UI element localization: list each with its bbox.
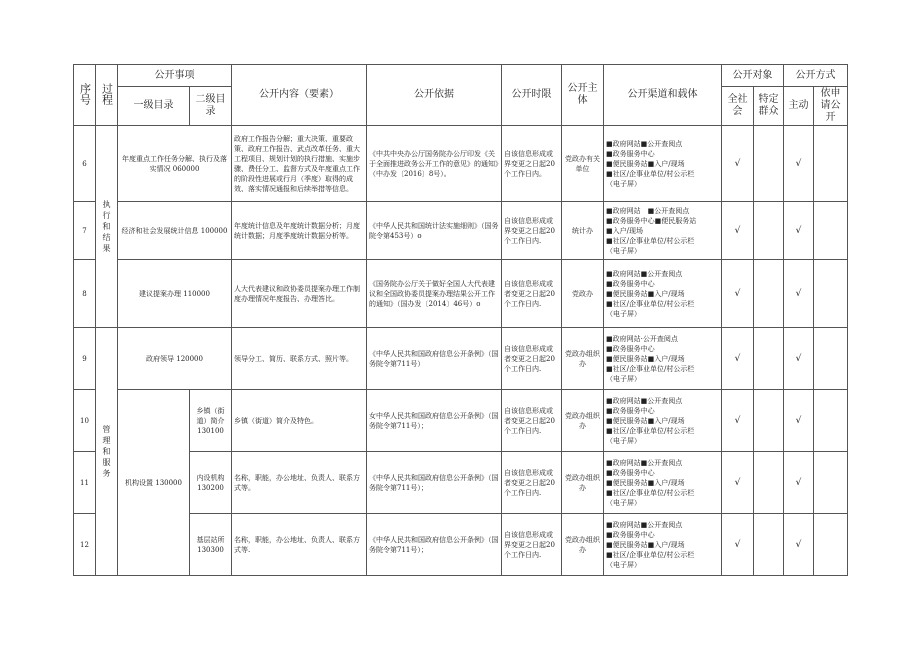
check-method-apply bbox=[814, 452, 848, 514]
check-method-active: √ bbox=[784, 260, 814, 328]
row-seq: 10 bbox=[74, 390, 96, 452]
check-target-specific bbox=[754, 260, 784, 328]
channel-cell: ■政府网站■公开查阅点 ■政务服务中心 ■便民服务站■入户/现场 ■社区/企事业单位/村公示栏 （电子屏） bbox=[604, 390, 722, 452]
row-seq: 6 bbox=[74, 126, 96, 202]
row-seq: 9 bbox=[74, 328, 96, 390]
header-level1: 一级目录 bbox=[118, 87, 190, 126]
basis-cell: 女中华人民共和国政府信息公开条例》（国务院令第711号）； bbox=[367, 390, 502, 452]
time-cell: 自该信息形成或界变更之日起20个工作日内. bbox=[502, 514, 562, 576]
check-target-specific bbox=[754, 126, 784, 202]
channel-cell: ■政府网站·公开查阅点 ■政务服务中心 ■便民服务站■入户/现场 ■社区/企事业单位/村公示栏 （电子屏） bbox=[604, 328, 722, 390]
check-method-active: √ bbox=[784, 126, 814, 202]
check-method-apply bbox=[814, 202, 848, 260]
check-target-specific bbox=[754, 390, 784, 452]
row-seq: 7 bbox=[74, 202, 96, 260]
content-cell: 名称，职能，办公地址、负责人、联系方式等。 bbox=[232, 452, 367, 514]
check-target-specific bbox=[754, 514, 784, 576]
channel-cell: ■政府网站■公开查阅点 ■政务服务中心 ■便民服务站■入户/现场 ■社区/企事业单位/村公示栏 （电子屏） bbox=[604, 126, 722, 202]
time-cell: 自该信息形成或界变更之日起20个工作日内。 bbox=[502, 126, 562, 202]
subject-cell: 党政办有关单位 bbox=[562, 126, 604, 202]
check-target-specific bbox=[754, 328, 784, 390]
subject-cell: 党政办组织办 bbox=[562, 514, 604, 576]
table-row bbox=[74, 514, 848, 576]
basis-cell: 《中华人民共和国统计法实施细则》（国务院令第453号）o bbox=[367, 202, 502, 260]
check-method-active: √ bbox=[784, 202, 814, 260]
table-row bbox=[74, 202, 848, 260]
time-cell: 自该信息形成或者变更之日起20个工作日内. bbox=[502, 452, 562, 514]
time-cell: 自该信息形成或者变更之日起20个工作日内. bbox=[502, 390, 562, 452]
check-target-all: √ bbox=[722, 514, 754, 576]
basis-cell: 《中华人民共和国政府信息公开条例》（国务院令第711号） bbox=[367, 328, 502, 390]
check-method-apply bbox=[814, 390, 848, 452]
header-method-apply: 依申请公开 bbox=[814, 87, 848, 126]
table-row bbox=[74, 390, 848, 452]
table-row bbox=[74, 126, 848, 202]
channel-cell: ■政府网站■公开查阅点 ■政务服务中心 ■便民服务站■入户/现场 ■社区/企事业单位/村公示栏 （电子屏） bbox=[604, 452, 722, 514]
header-time: 公开时限 bbox=[502, 65, 562, 126]
process-group: 管理和服务 bbox=[96, 328, 118, 576]
check-target-all: √ bbox=[722, 126, 754, 202]
content-cell: 乡镇（街道）简介及特色。 bbox=[232, 390, 367, 452]
basis-cell: 《中华人民共和国政府信息公开条例》（国务院令第711号）； bbox=[367, 452, 502, 514]
check-method-active: √ bbox=[784, 328, 814, 390]
content-cell: 人大代表建议和政协委员提案办理工作制度办理情况年度报告、办理答比。 bbox=[232, 260, 367, 328]
check-target-all: √ bbox=[722, 260, 754, 328]
check-method-active: √ bbox=[784, 452, 814, 514]
table-row bbox=[74, 452, 848, 514]
header-target-specific: 特定群众 bbox=[754, 87, 784, 126]
header-seq: 序号 bbox=[74, 65, 96, 126]
check-target-all: √ bbox=[722, 452, 754, 514]
level2-cell: 基层站所 130300 bbox=[190, 514, 232, 576]
level2-cell: 乡镇（街道）简介 130100 bbox=[190, 390, 232, 452]
table-row bbox=[74, 328, 848, 390]
disclosure-table bbox=[73, 64, 848, 576]
subject-cell: 党政办组织办 bbox=[562, 452, 604, 514]
check-method-apply bbox=[814, 328, 848, 390]
check-method-apply bbox=[814, 260, 848, 328]
row-seq: 11 bbox=[74, 452, 96, 514]
process-group: 执行和结果 bbox=[96, 126, 118, 328]
level1-cell: 政府领导 120000 bbox=[118, 328, 232, 390]
check-target-all: √ bbox=[722, 202, 754, 260]
subject-cell: 党政办 bbox=[562, 260, 604, 328]
basis-cell: 《国务院办公厅关于做好全国人大代表建议和全国政协委员提案办理结果公开工作的通知》（国办发〔2014〕46号）o bbox=[367, 260, 502, 328]
header-target-all: 全社会 bbox=[722, 87, 754, 126]
header-content: 公开内容（要素） bbox=[232, 65, 367, 126]
check-method-active: √ bbox=[784, 514, 814, 576]
level1-cell: 机构设置 130000 bbox=[118, 390, 190, 576]
content-cell: 名称，职能，办公地址、负责人、联系方式等. bbox=[232, 514, 367, 576]
check-method-apply bbox=[814, 514, 848, 576]
header-process: 过程 bbox=[96, 65, 118, 126]
subject-cell: 统计办 bbox=[562, 202, 604, 260]
channel-cell: ■政府网站 ■公开查阅点 ■政务服务中心■便民服务站 ■入户/现场 ■社区/企事业单位/村公示栏 （电子屏） bbox=[604, 202, 722, 260]
row-seq: 8 bbox=[74, 260, 96, 328]
time-cell: 自该信息形成或界变更之日起20个工作日内. bbox=[502, 202, 562, 260]
header-level2: 二级目录 bbox=[190, 87, 232, 126]
header-channel: 公开渠道和载体 bbox=[604, 65, 722, 126]
check-target-all: √ bbox=[722, 390, 754, 452]
level2-cell: 内设机构 130200 bbox=[190, 452, 232, 514]
level1-cell: 建议提案办理 110000 bbox=[118, 260, 232, 328]
header-subject: 公开主体 bbox=[562, 65, 604, 126]
level1-cell: 经济和社会发展统计信息 100000 bbox=[118, 202, 232, 260]
check-target-specific bbox=[754, 452, 784, 514]
header-basis: 公开依据 bbox=[367, 65, 502, 126]
subject-cell: 党政办组织办 bbox=[562, 328, 604, 390]
subject-cell: 党政办组织办 bbox=[562, 390, 604, 452]
channel-cell: ■政府网站■公开查阅点 ■政务服务中心 ■便民服务站■入户/现场 ■社区/企事业单位/村公示栏 （电子屏） bbox=[604, 260, 722, 328]
basis-cell: 《中共中央办公厅国务院办公厅印发《关于全面推进政务公开工作的意见》的通知》（中办发〔2016〕8号）。 bbox=[367, 126, 502, 202]
channel-cell: ■政府网站■公开查阅点 ■政务服务中心 ■便民服务站■入户/现场 ■社区/企事业单位/村公示栏 （电子屏） bbox=[604, 514, 722, 576]
content-cell: 政府工作报告分解；重大决策、重要政策、政府工作报告、武点改革任务、重大工程项目、规划计划的执行措施、实施步骤、费任分工、监督方式及年度重点工作的阶段性进展或行月（季度）取得的成效、落实情况通报和后续举措等信息。 bbox=[232, 126, 367, 202]
table-row bbox=[74, 260, 848, 328]
header-method-active: 主动 bbox=[784, 87, 814, 126]
header-target: 公开对象 bbox=[722, 65, 784, 87]
row-seq: 12 bbox=[74, 514, 96, 576]
check-method-apply bbox=[814, 126, 848, 202]
time-cell: 自该信息形成或者变更之日起20个工作日内. bbox=[502, 260, 562, 328]
time-cell: 自该信息形成或者变更之日起20个工作日内. bbox=[502, 328, 562, 390]
check-target-all: √ bbox=[722, 328, 754, 390]
content-cell: 领导分工、简历、联系方式、照片等。 bbox=[232, 328, 367, 390]
content-cell: 年度统计信息及年度统计数据分析；月度统计数据；月度季度统计数据分析等。 bbox=[232, 202, 367, 260]
level1-cell: 年度重点工作任务分解、执行及落实情况 060000 bbox=[118, 126, 232, 202]
header-method: 公开方式 bbox=[784, 65, 848, 87]
basis-cell: 《中华人民共和国政府信息公开条例》（国务院令第711号）； bbox=[367, 514, 502, 576]
check-target-specific bbox=[754, 202, 784, 260]
header-items: 公开事项 bbox=[118, 65, 232, 87]
check-method-active: √ bbox=[784, 390, 814, 452]
